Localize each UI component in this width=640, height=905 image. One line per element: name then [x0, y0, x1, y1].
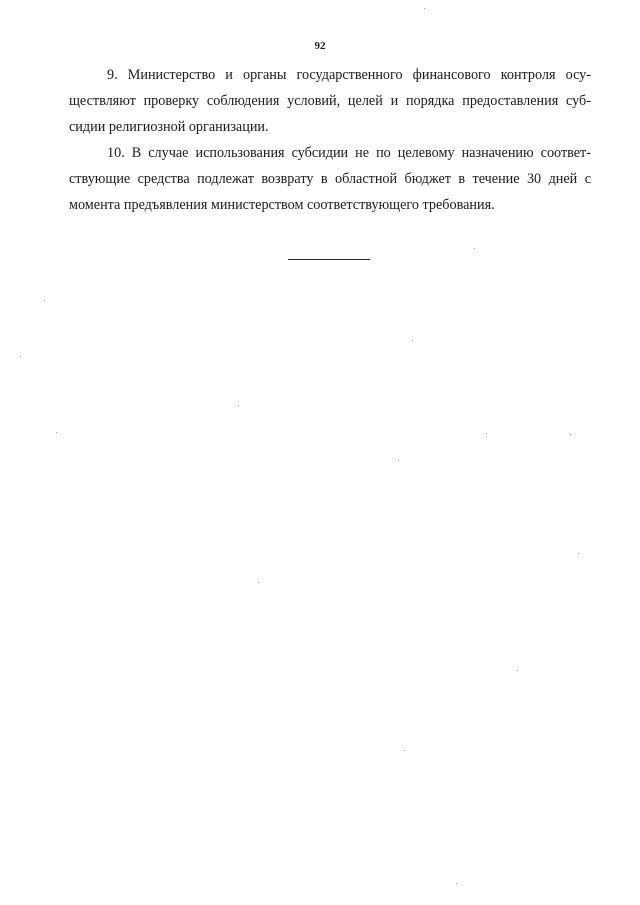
paragraph-line: момента предъявления министерством соответствующего требования. — [69, 197, 495, 213]
scan-speck — [474, 248, 475, 249]
paragraph-10 — [69, 140, 591, 218]
scan-speck — [238, 405, 239, 406]
scan-speck — [44, 300, 45, 301]
scan-speck — [424, 8, 425, 9]
document-body — [69, 62, 591, 218]
scan-speck — [404, 750, 405, 751]
paragraph-line: сидии религиозной организации. — [69, 119, 269, 135]
scan-speck — [517, 670, 518, 671]
scan-speck — [578, 553, 579, 554]
paragraph-line: ствующие средства подлежат возврату в областной бюджет в течение 30 дней с — [69, 171, 591, 187]
scan-speck — [412, 340, 413, 341]
scan-speck — [20, 356, 21, 357]
end-of-document-rule — [288, 259, 370, 260]
paragraph-line: ществляют проверку соблюдения условий, целей и порядка предоставления суб- — [69, 93, 591, 109]
scan-speck — [258, 582, 259, 583]
scan-speck — [486, 433, 487, 434]
scan-speck — [56, 432, 57, 433]
scan-speck — [456, 883, 457, 884]
paragraph-9 — [69, 62, 591, 140]
paragraph-line: 9. Министерство и органы государственного финансового контроля осу- — [107, 67, 591, 83]
scan-speck — [570, 434, 571, 435]
scan-speck — [398, 460, 399, 461]
page-number: 92 — [314, 40, 326, 52]
paragraph-line: 10. В случае использования субсидии не по целевому назначению соответ- — [107, 145, 591, 161]
